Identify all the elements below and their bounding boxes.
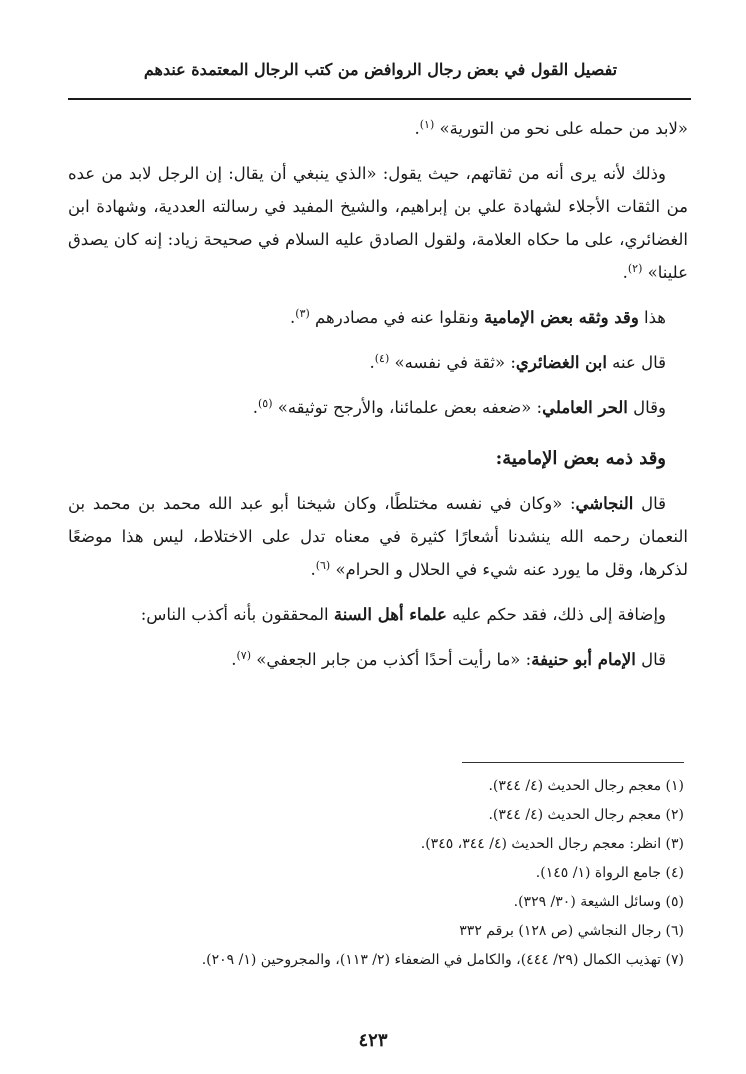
footnote-ref-7[interactable]: (٧) — [236, 649, 251, 662]
footnote-ref-3[interactable]: (٣) — [295, 307, 310, 320]
paragraph-2-end: . — [622, 263, 628, 282]
paragraph-8-end: . — [231, 650, 237, 669]
paragraph-7 — [68, 598, 688, 631]
footnote-1: (١) معجم رجال الحديث (٤/ ٣٤٤). — [488, 778, 684, 794]
paragraph-4-text-a: قال عنه — [606, 353, 666, 372]
paragraph-3-end: . — [290, 308, 296, 327]
paragraph-4 — [68, 346, 688, 379]
paragraph-8-text-a: قال — [635, 650, 666, 669]
paragraph-5-bold: الحر العاملي — [542, 398, 628, 417]
paragraph-6-text-a: قال — [633, 494, 666, 513]
paragraph-5-text-a: وقال — [627, 398, 666, 417]
paragraph-8-bold: الإمام أبو حنيفة — [531, 650, 636, 669]
footnote-6: (٦) رجال النجاشي (ص ١٢٨) برقم ٣٣٢ — [459, 923, 684, 939]
paragraph-5-text-c: : «ضعفه بعض علمائنا، والأرجح توثيقه» — [272, 398, 543, 417]
header-divider — [68, 98, 691, 100]
paragraph-4-text-c: : «ثقة في نفسه» — [389, 353, 516, 372]
paragraph-6-text-c: : «وكان في نفسه مختلطًا، وكان شيخنا أبو عبد الله محمد بن محمد بن النعمان رحمه الله ينشدنا أشعارًا كثيرة في معناه تدل على الاختلاط، ليس هذا موضعًا لذكرها، وقل ما يورد عنه شيء في الحلال و الحرام» — [68, 494, 688, 579]
paragraph-3-bold: وقد وثقه بعض الإمامية — [484, 308, 639, 327]
footnote-7: (٧) تهذيب الكمال (٢٩/ ٤٤٤)، والكامل في الضعفاء (٢/ ١١٣)، والمجروحين (١/ ٢٠٩). — [201, 952, 684, 968]
footnote-4: (٤) جامع الرواة (١/ ١٤٥). — [535, 865, 684, 881]
footnote-ref-6[interactable]: (٦) — [315, 559, 331, 572]
paragraph-2 — [68, 157, 688, 289]
paragraph-6-bold: النجاشي — [575, 494, 634, 513]
footnote-ref-1[interactable]: (١) — [419, 118, 435, 131]
paragraph-6 — [68, 487, 688, 586]
footnote-ref-4[interactable]: (٤) — [374, 352, 390, 365]
paragraph-1-text: «لابد من حمله على نحو من التورية» — [434, 119, 688, 138]
paragraph-5-end: . — [252, 398, 258, 417]
paragraph-4-end: . — [369, 353, 375, 372]
page-number: ٤٢٣ — [358, 1030, 388, 1051]
footnote-ref-2[interactable]: (٢) — [627, 262, 643, 275]
paragraph-1 — [68, 112, 688, 145]
paragraph-2-text: وذلك لأنه يرى أنه من ثقاتهم، حيث يقول: «الذي ينبغي أن يقال: إن الرجل لابد من عده من الثقات الأجلاء لشهادة علي بن إبراهيم، والشيخ المفيد في رسالته العددية، وشهادة ابن الغضائري، على ما حكاه العلامة، ولقول الصادق عليه السلام في صحيحة زياد: إنه كان يصدق علينا» — [68, 164, 688, 282]
footnote-3: (٣) انظر: معجم رجال الحديث (٤/ ٣٤٤، ٣٤٥). — [420, 836, 684, 852]
paragraph-5 — [68, 391, 688, 424]
paragraph-3-text-c: ونقلوا عنه في مصادرهم — [309, 308, 484, 327]
paragraph-3-text-a: هذا — [638, 308, 666, 327]
paragraph-8-text-c: : «ما رأيت أحدًا أكذب من جابر الجعفي» — [250, 650, 532, 669]
footnote-5: (٥) وسائل الشيعة (٣٠/ ٣٢٩). — [513, 894, 684, 910]
paragraph-4-bold: ابن الغضائري — [515, 353, 607, 372]
paragraph-1-end: . — [414, 119, 420, 138]
paragraph-3 — [68, 301, 688, 334]
paragraph-7-bold: علماء أهل السنة — [333, 605, 447, 624]
section-heading: وقد ذمه بعض الإمامية: — [495, 448, 666, 469]
footnote-2: (٢) معجم رجال الحديث (٤/ ٣٤٤). — [488, 807, 684, 823]
main-text — [68, 112, 688, 676]
footnote-divider — [462, 762, 684, 763]
paragraph-7-text-c: المحققون بأنه أكذب الناس: — [140, 605, 334, 624]
footnotes — [68, 772, 684, 975]
footnote-ref-5[interactable]: (٥) — [257, 397, 273, 410]
paragraph-7-text-a: وإضافة إلى ذلك، فقد حكم عليه — [446, 605, 666, 624]
paragraph-6-end: . — [310, 560, 316, 579]
running-header: تفصيل القول في بعض رجال الروافض من كتب الرجال المعتمدة عندهم — [143, 60, 618, 79]
paragraph-8 — [68, 643, 688, 676]
